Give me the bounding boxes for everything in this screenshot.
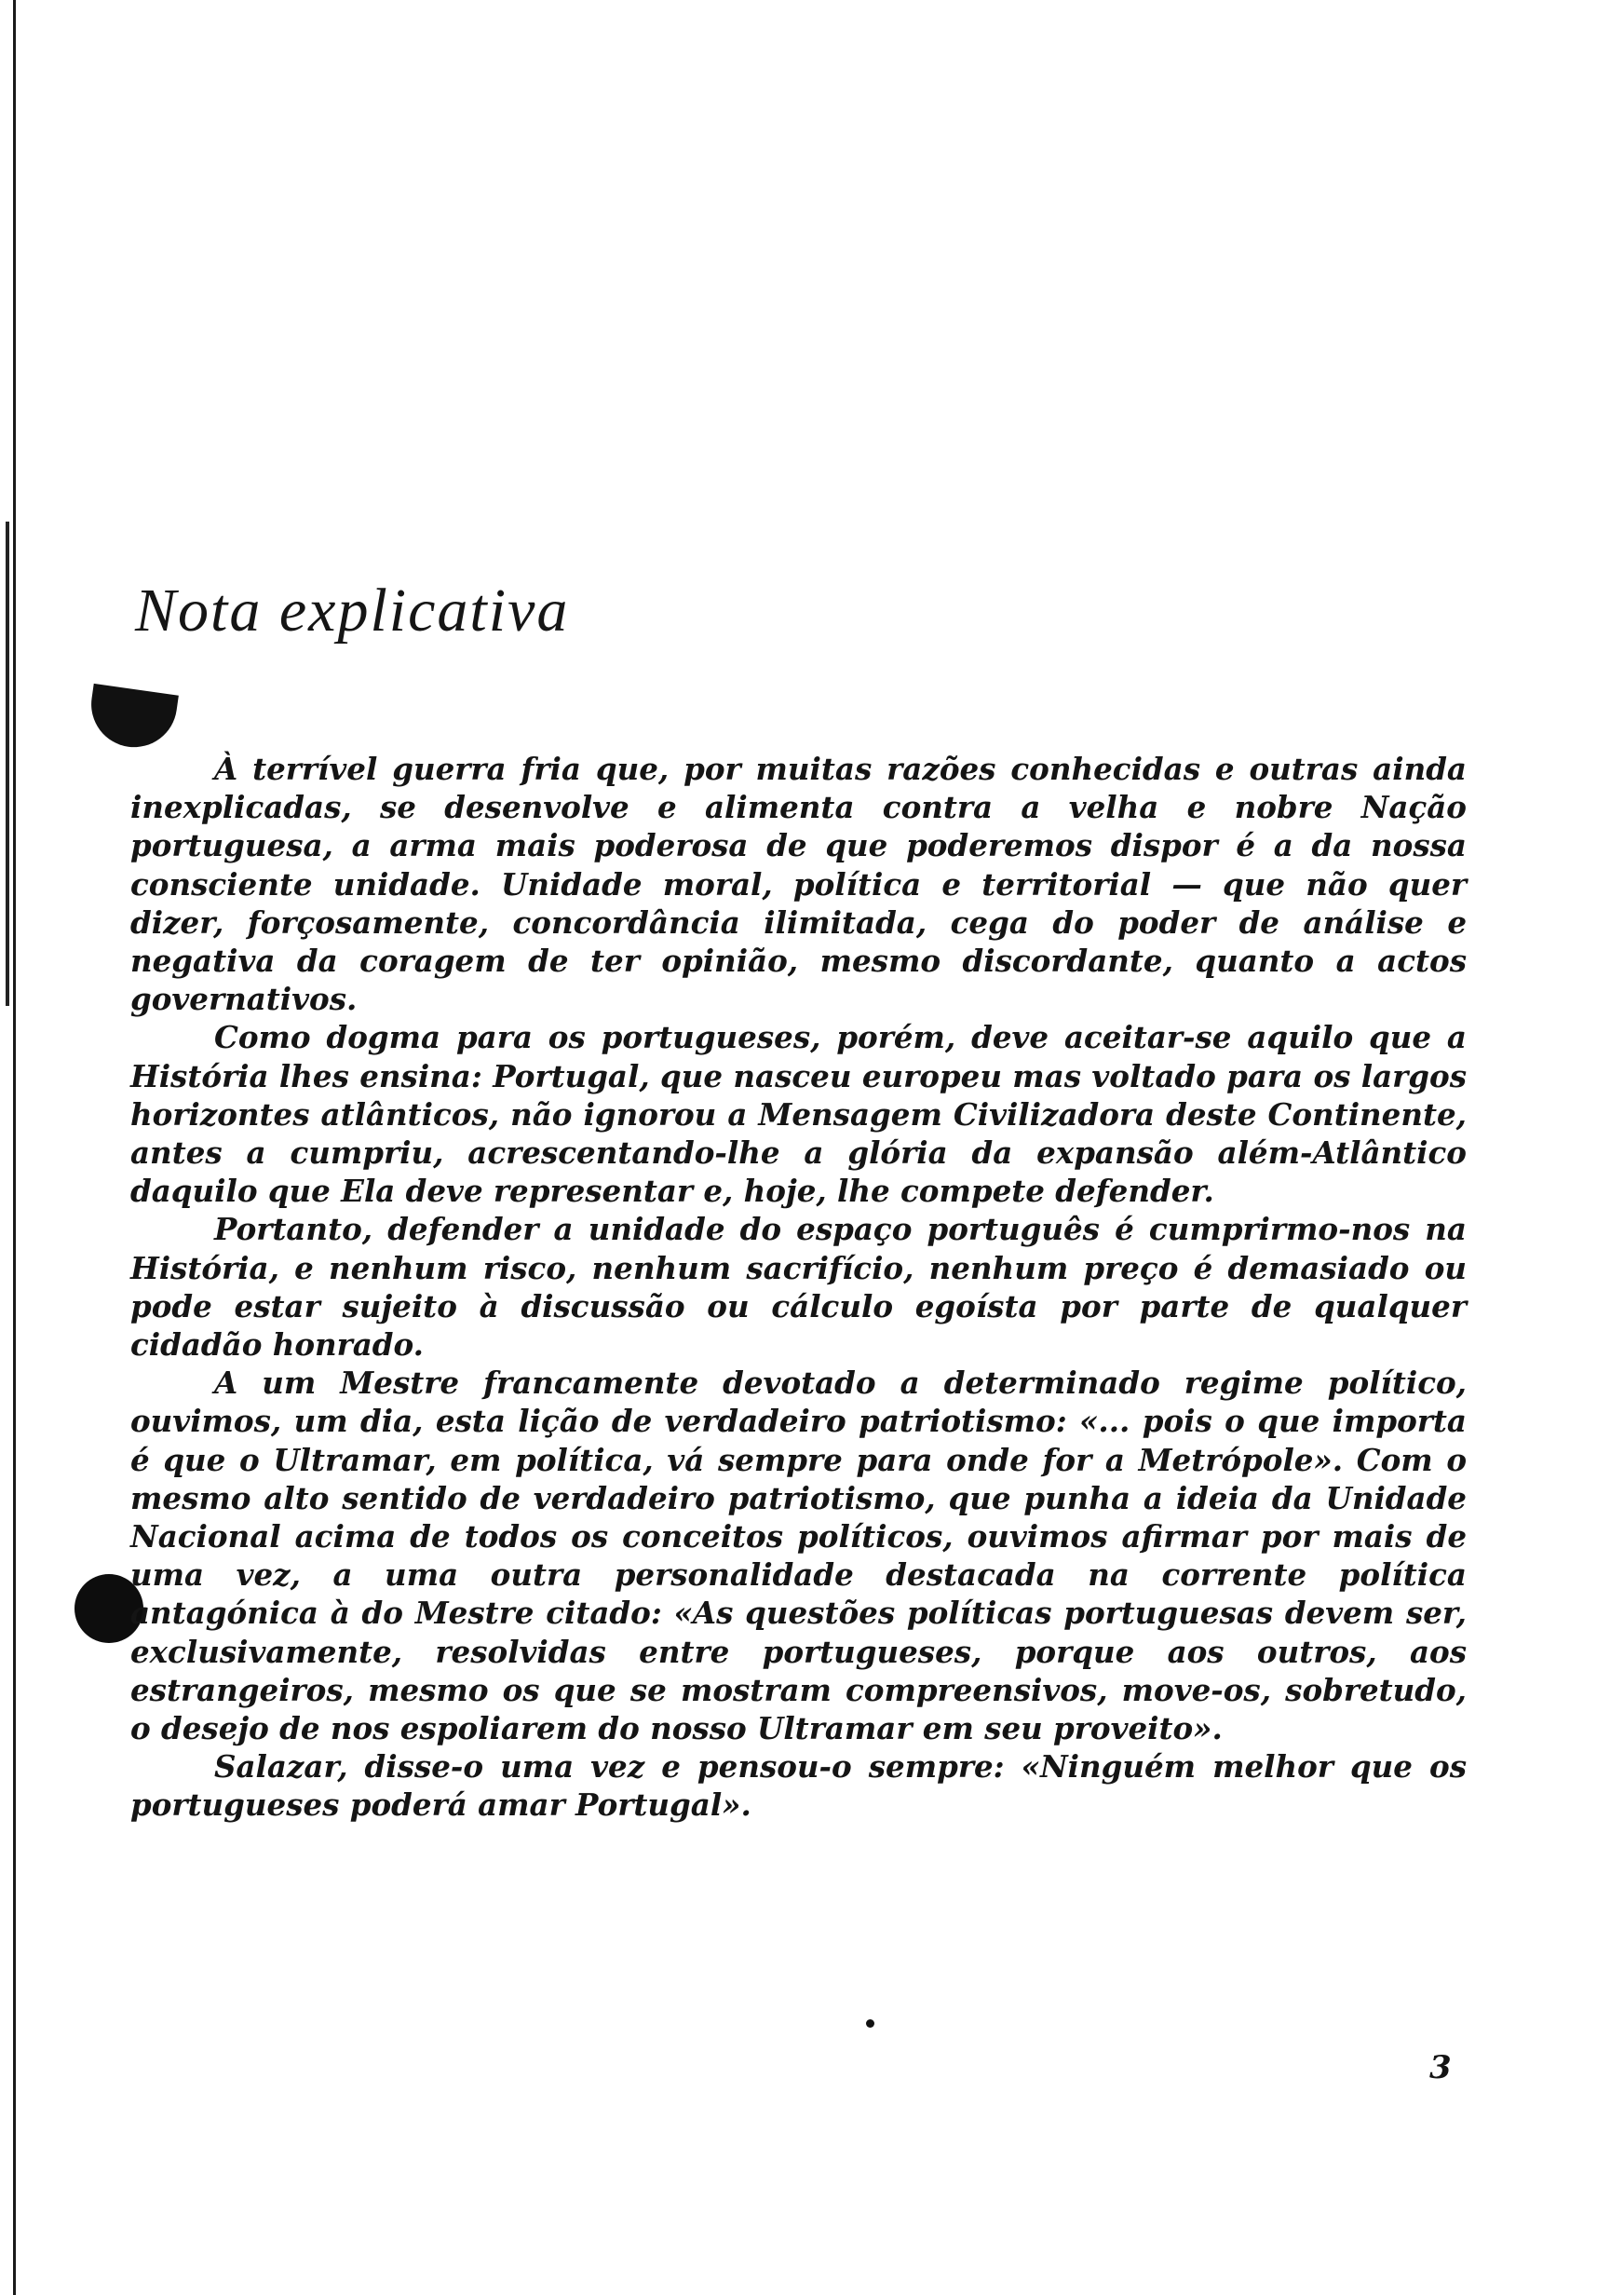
scan-edge-shadow	[6, 522, 9, 1006]
paragraph-5: Salazar, disse-o uma vez e pensou-o sempre: «Ninguém melhor que os portugueses poderá amar Portugal».	[130, 1748, 1467, 1824]
paragraph-4: A um Mestre francamente devotado a determinado regime político, ouvimos, um dia, esta lição de verdadeiro patriotismo: «... pois o que importa é que o Ultramar, em política, vá sempre para onde for a Metrópole». Com o mesmo alto sentido de verdadeiro patriotismo, que punha a ideia da Unidade Nacional acima de todos os conceitos políticos, ouvimos afirmar por mais de uma vez, a uma outra personalidade destacada na corrente política antagónica à do Mestre citado: «As questões políticas portuguesas devem ser, exclusivamente, resolvidas entre portugueses, porque aos outros, aos estrangeiros, mesmo os que se mostram compreensivos, move-os, sobretudo, o desejo de nos espoliarem do nosso Ultramar em seu proveito».	[130, 1365, 1467, 1747]
paragraph-1: À terrível guerra fria que, por muitas razões conhecidas e outras ainda inexplicadas, se desenvolve e alimenta contra a velha e nobre Nação portuguesa, a arma mais poderosa de que poderemos dispor é a da nossa consciente unidade. Unidade moral, política e territorial — que não quer dizer, forçosamente, concordância ilimitada, cega do poder de análise e negativa da coragem de ter opinião, mesmo discordante, quanto a actos governativos.	[130, 751, 1467, 1018]
ink-dot	[866, 2019, 874, 2028]
scan-edge-line	[13, 0, 16, 2295]
body-text	[130, 750, 1467, 1825]
paragraph-2: Como dogma para os portugueses, porém, deve aceitar-se aquilo que a História lhes ensina: Portugal, que nasceu europeu mas voltado para os largos horizontes atlânticos, não ignorou a Mensagem Civilizadora deste Continente, antes a cumpriu, acrescentando-lhe a glória da expansão além-Atlântico daquilo que Ela deve representar e, hoje, lhe compete defender.	[130, 1019, 1467, 1210]
page-number: 3	[1429, 2049, 1452, 2086]
page-title: Nota explicativa	[135, 577, 570, 645]
ink-blot-top	[86, 684, 179, 753]
paragraph-3: Portanto, defender a unidade do espaço português é cumprirmo-nos na História, e nenhum risco, nenhum sacrifício, nenhum preço é demasiado ou pode estar sujeito à discussão ou cálculo egoísta por parte de qualquer cidadão honrado.	[130, 1211, 1467, 1364]
